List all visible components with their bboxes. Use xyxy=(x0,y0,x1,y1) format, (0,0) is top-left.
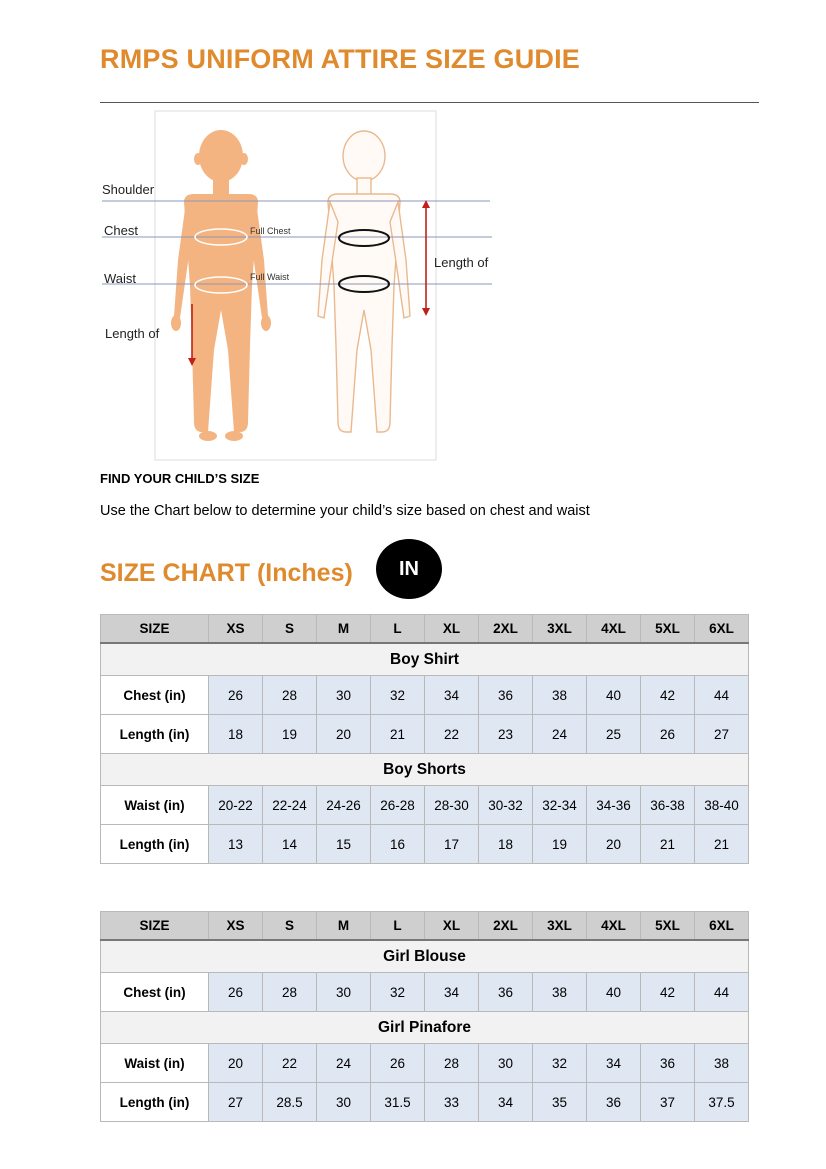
shoulder-label: Shoulder xyxy=(102,182,155,197)
value-cell: 32 xyxy=(371,973,425,1012)
section-title: Girl Blouse xyxy=(101,940,749,973)
section-row-boy-shirt xyxy=(101,643,749,676)
value-cell: 42 xyxy=(641,973,695,1012)
value-cell: 24 xyxy=(533,715,587,754)
find-size-instructions: Use the Chart below to determine your child’s size based on chest and waist xyxy=(100,503,590,519)
value-cell: 23 xyxy=(479,715,533,754)
row-label: Length (in) xyxy=(101,825,209,864)
size-header-xs: XS xyxy=(209,912,263,941)
value-cell: 28 xyxy=(263,676,317,715)
size-header-s: S xyxy=(263,615,317,644)
size-header-label: SIZE xyxy=(101,615,209,644)
value-cell: 36 xyxy=(479,676,533,715)
value-cell: 32-34 xyxy=(533,786,587,825)
value-cell: 26-28 xyxy=(371,786,425,825)
body-measurement-illustration xyxy=(100,110,500,462)
value-cell: 30 xyxy=(479,1044,533,1083)
size-header-l: L xyxy=(371,615,425,644)
value-cell: 21 xyxy=(371,715,425,754)
value-cell: 35 xyxy=(533,1083,587,1122)
row-label: Chest (in) xyxy=(101,676,209,715)
size-header-xs: XS xyxy=(209,615,263,644)
value-cell: 33 xyxy=(425,1083,479,1122)
value-cell: 21 xyxy=(641,825,695,864)
size-header-6xl: 6XL xyxy=(695,615,749,644)
size-header-l: L xyxy=(371,912,425,941)
value-cell: 38 xyxy=(533,973,587,1012)
row-label: Waist (in) xyxy=(101,786,209,825)
title-divider xyxy=(100,102,759,103)
row-label: Length (in) xyxy=(101,1083,209,1122)
value-cell: 24 xyxy=(317,1044,371,1083)
size-header-row xyxy=(101,615,749,644)
find-size-heading: FIND YOUR CHILD’S SIZE xyxy=(100,471,260,486)
value-cell: 28-30 xyxy=(425,786,479,825)
value-cell: 38 xyxy=(533,676,587,715)
value-cell: 30 xyxy=(317,1083,371,1122)
value-cell: 13 xyxy=(209,825,263,864)
section-title: Girl Pinafore xyxy=(101,1012,749,1044)
chest-label: Chest xyxy=(104,223,138,238)
section-row-girl-blouse xyxy=(101,940,749,973)
value-cell: 36-38 xyxy=(641,786,695,825)
section-title: Boy Shorts xyxy=(101,754,749,786)
table-row xyxy=(101,825,749,864)
boy-size-table xyxy=(100,614,749,864)
value-cell: 18 xyxy=(479,825,533,864)
value-cell: 25 xyxy=(587,715,641,754)
page-title: RMPS UNIFORM ATTIRE SIZE GUDIE xyxy=(100,44,581,74)
waist-label: Waist xyxy=(104,271,137,286)
row-label: Waist (in) xyxy=(101,1044,209,1083)
size-header-2xl: 2XL xyxy=(479,615,533,644)
value-cell: 30 xyxy=(317,973,371,1012)
full-chest-label: Full Chest xyxy=(250,226,291,236)
size-header-5xl: 5XL xyxy=(641,912,695,941)
value-cell: 19 xyxy=(263,715,317,754)
value-cell: 34 xyxy=(587,1044,641,1083)
table-row xyxy=(101,1044,749,1083)
value-cell: 19 xyxy=(533,825,587,864)
size-header-row xyxy=(101,912,749,941)
value-cell: 31.5 xyxy=(371,1083,425,1122)
value-cell: 26 xyxy=(641,715,695,754)
size-header-m: M xyxy=(317,615,371,644)
value-cell: 28.5 xyxy=(263,1083,317,1122)
value-cell: 26 xyxy=(209,676,263,715)
value-cell: 26 xyxy=(371,1044,425,1083)
row-label: Length (in) xyxy=(101,715,209,754)
size-header-s: S xyxy=(263,912,317,941)
table-row xyxy=(101,1083,749,1122)
value-cell: 26 xyxy=(209,973,263,1012)
value-cell: 44 xyxy=(695,973,749,1012)
row-label: Chest (in) xyxy=(101,973,209,1012)
value-cell: 27 xyxy=(209,1083,263,1122)
value-cell: 36 xyxy=(587,1083,641,1122)
value-cell: 36 xyxy=(479,973,533,1012)
size-header-2xl: 2XL xyxy=(479,912,533,941)
value-cell: 20 xyxy=(317,715,371,754)
value-cell: 34 xyxy=(479,1083,533,1122)
section-title: Boy Shirt xyxy=(101,643,749,676)
size-header-3xl: 3XL xyxy=(533,912,587,941)
size-header-xl: XL xyxy=(425,912,479,941)
value-cell: 30-32 xyxy=(479,786,533,825)
value-cell: 20 xyxy=(587,825,641,864)
value-cell: 34 xyxy=(425,973,479,1012)
table-row xyxy=(101,973,749,1012)
value-cell: 15 xyxy=(317,825,371,864)
value-cell: 37.5 xyxy=(695,1083,749,1122)
value-cell: 20-22 xyxy=(209,786,263,825)
value-cell: 21 xyxy=(695,825,749,864)
value-cell: 42 xyxy=(641,676,695,715)
value-cell: 22-24 xyxy=(263,786,317,825)
value-cell: 27 xyxy=(695,715,749,754)
value-cell: 17 xyxy=(425,825,479,864)
value-cell: 34-36 xyxy=(587,786,641,825)
girl-size-table xyxy=(100,911,749,1122)
value-cell: 28 xyxy=(263,973,317,1012)
full-waist-label: Full Waist xyxy=(250,272,290,282)
length-label-left: Length of xyxy=(105,326,160,341)
size-header-5xl: 5XL xyxy=(641,615,695,644)
value-cell: 32 xyxy=(533,1044,587,1083)
value-cell: 24-26 xyxy=(317,786,371,825)
size-header-4xl: 4XL xyxy=(587,615,641,644)
value-cell: 28 xyxy=(425,1044,479,1083)
size-header-m: M xyxy=(317,912,371,941)
value-cell: 36 xyxy=(641,1044,695,1083)
value-cell: 44 xyxy=(695,676,749,715)
value-cell: 18 xyxy=(209,715,263,754)
value-cell: 34 xyxy=(425,676,479,715)
size-chart-title: SIZE CHART (Inches) xyxy=(100,559,353,587)
size-header-3xl: 3XL xyxy=(533,615,587,644)
value-cell: 40 xyxy=(587,973,641,1012)
table-row xyxy=(101,676,749,715)
table-row xyxy=(101,786,749,825)
value-cell: 14 xyxy=(263,825,317,864)
value-cell: 38-40 xyxy=(695,786,749,825)
value-cell: 16 xyxy=(371,825,425,864)
length-label-right: Length of xyxy=(434,255,489,270)
unit-badge: IN xyxy=(376,539,442,599)
size-header-label: SIZE xyxy=(101,912,209,941)
measurement-figure xyxy=(100,110,500,462)
value-cell: 30 xyxy=(317,676,371,715)
value-cell: 20 xyxy=(209,1044,263,1083)
value-cell: 32 xyxy=(371,676,425,715)
size-header-xl: XL xyxy=(425,615,479,644)
size-header-4xl: 4XL xyxy=(587,912,641,941)
value-cell: 38 xyxy=(695,1044,749,1083)
value-cell: 22 xyxy=(425,715,479,754)
value-cell: 37 xyxy=(641,1083,695,1122)
size-header-6xl: 6XL xyxy=(695,912,749,941)
table-row xyxy=(101,715,749,754)
value-cell: 40 xyxy=(587,676,641,715)
section-row-boy-shorts xyxy=(101,754,749,786)
value-cell: 22 xyxy=(263,1044,317,1083)
section-row-girl-pinafore xyxy=(101,1012,749,1044)
